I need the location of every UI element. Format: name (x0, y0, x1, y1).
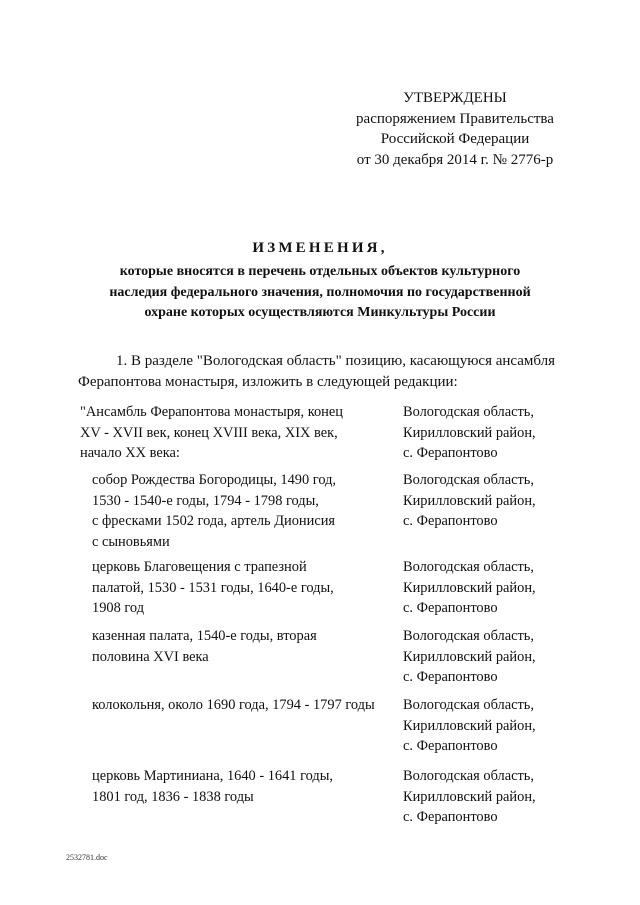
entry-name-line: начало XX века: (80, 445, 180, 461)
entry-name (92, 766, 412, 807)
intro-line: Ферапонтова монастыря, изложить в следующей редакции: (78, 373, 458, 390)
entry-name (92, 470, 412, 552)
entry-name-line: палатой, 1530 - 1531 годы, 1640-е годы, (92, 579, 334, 596)
entry-location-line: Вологодская область, (403, 404, 534, 420)
entry-name (92, 557, 412, 619)
entry-name-line: с фресками 1502 года, артель Дионисия (92, 513, 336, 529)
entry-location (403, 557, 603, 619)
entry-location-line: с. Ферапонтово (403, 513, 498, 529)
entry-location (403, 766, 603, 828)
entry-name-line: "Ансамбль Ферапонтова монастыря, конец (80, 404, 343, 420)
entry-name (80, 402, 400, 464)
entry-location-line: Кирилловский район, (403, 788, 536, 805)
entry-location (403, 470, 603, 532)
entry-name (92, 626, 412, 667)
entry-location-line: Кирилловский район, (403, 717, 536, 734)
entry-name-line: с сыновьями (92, 533, 170, 550)
entry-name-line: колокольня, около 1690 года, 1794 - 1797 годы (92, 697, 375, 713)
entry-location-line: Вологодская область, (403, 628, 534, 644)
entry-location (403, 695, 603, 757)
entry-location-line: Кирилловский район, (403, 424, 536, 441)
file-reference: 2532781.doc (66, 853, 108, 862)
entry-location-line: с. Ферапонтово (403, 669, 498, 685)
entry-name-line: 1801 год, 1836 - 1838 годы (92, 788, 254, 805)
subtitle-line: охране которых осуществляются Минкультуры России (144, 305, 496, 320)
entry-location-line: Вологодская область, (403, 559, 534, 575)
entry-name (92, 695, 412, 716)
entry-name-line: 1908 год (92, 600, 145, 616)
approval-line: распоряжением Правительства (356, 110, 554, 127)
entry-name-line: церковь Мартиниана, 1640 - 1641 годы, (92, 768, 334, 784)
entry-location-line: Кирилловский район, (403, 492, 536, 509)
entry-name-line: половина XVI века (92, 648, 209, 665)
entry-location-line: с. Ферапонтово (403, 445, 498, 461)
entry-location-line: Кирилловский район, (403, 648, 536, 665)
entry-location-line: с. Ферапонтово (403, 600, 498, 616)
entry-name-line: XV - XVII век, конец XVIII века, XIX век, (80, 424, 338, 441)
entry-location (403, 402, 603, 464)
entry-location-line: Кирилловский район, (403, 579, 536, 596)
subtitle-line: которые вносятся в перечень отдельных объектов культурного (119, 264, 521, 279)
subtitle-line: наследия федерального значения, полномочия по государственной (109, 284, 531, 300)
entry-name-line: казенная палата, 1540-е годы, вторая (92, 628, 317, 644)
document-title: ИЗМЕНЕНИЯ, (252, 240, 388, 256)
entry-location-line: Вологодская область, (403, 768, 534, 784)
intro-line: 1. В разделе "Вологодская область" позицию, касающуюся ансамбля (116, 353, 556, 369)
approval-heading: УТВЕРЖДЕНЫ (403, 90, 507, 106)
entry-location-line: Вологодская область, (403, 472, 534, 488)
approval-date-number: от 30 декабря 2014 г. № 2776-р (356, 151, 554, 168)
entry-location-line: с. Ферапонтово (403, 809, 498, 825)
entry-name-line: 1530 - 1540-е годы, 1794 - 1798 годы, (92, 492, 319, 509)
intro-paragraph (78, 351, 578, 392)
entry-name-line: собор Рождества Богородицы, 1490 год, (92, 472, 337, 488)
document-subtitle (60, 262, 580, 324)
entry-location-line: Вологодская область, (403, 697, 534, 713)
entry-location-line: с. Ферапонтово (403, 738, 498, 754)
entry-name-line: церковь Благовещения с трапезной (92, 559, 307, 575)
entry-location (403, 626, 603, 688)
approval-line: Российской Федерации (380, 131, 530, 147)
approval-block (330, 88, 580, 170)
